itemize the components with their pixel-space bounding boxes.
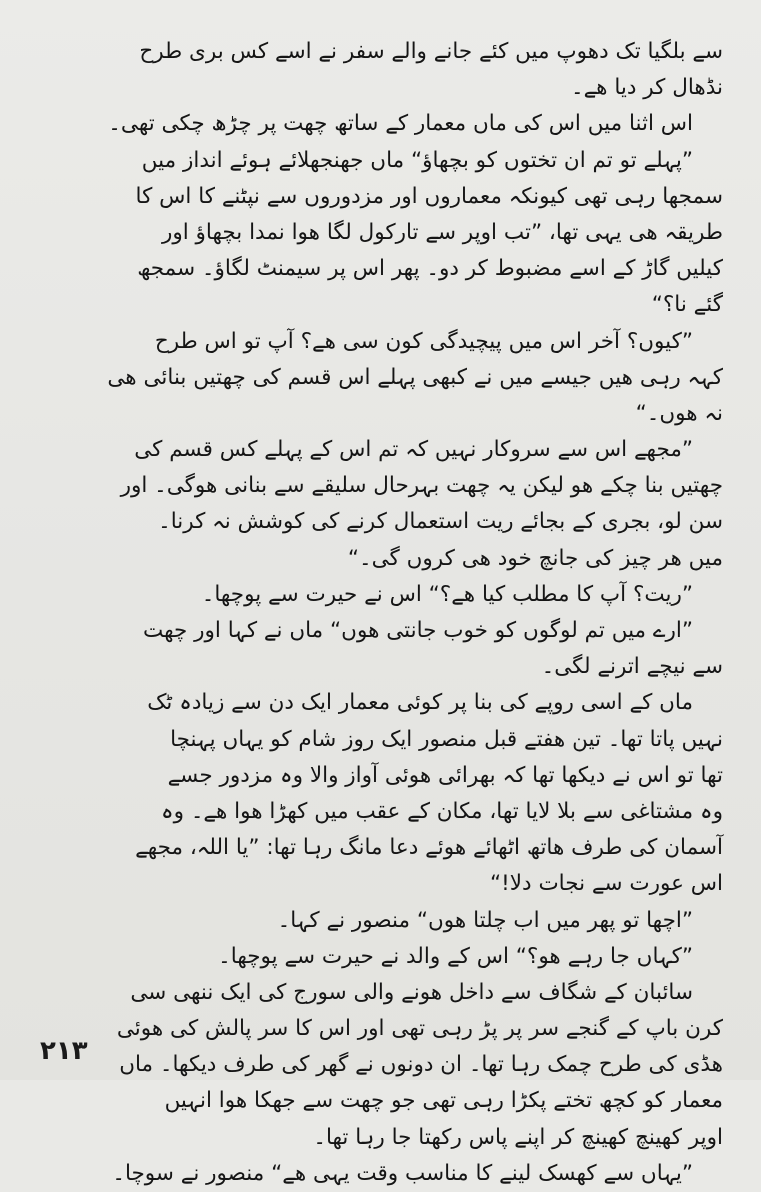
text-line: سن لو، بجری کے بجائے ریت استعمال کرنے کی کوشش نہ کرنا۔ xyxy=(158,509,723,535)
text-line: تھا تو اس نے دیکھا تھا کہ بھرائی ھوئی آواز والا وہ مزدور جسے xyxy=(167,762,723,788)
text-line: گئے نا؟“ xyxy=(651,292,723,318)
text-line: اس عورت سے نجات دلا!“ xyxy=(490,871,723,897)
text-line: ”کیوں؟ آخر اس میں پیچیدگی کون سی ھے؟ آپ تو اس طرح xyxy=(154,328,693,354)
text-line: معمار کو کچھ تختے پکڑا رہی تھی جو چھت سے جھکا ھوا انہیں xyxy=(164,1088,723,1114)
text-line: سے بلگیا تک دھوپ میں کئے جانے والے سفر نے اسے کس بری طرح xyxy=(139,39,723,64)
text-line: ”اچھا تو پھر میں اب چلتا ھوں“ منصور نے کہا۔ xyxy=(277,907,693,933)
text-line: اس اثنا میں اس کی ماں معمار کے ساتھ چھت پر چڑھ چکی تھی۔ xyxy=(108,111,693,137)
text-line: چھتیں بنا چکے ھو لیکن یہ چھت بہرحال سلیقے سے بنانی ھوگی۔ اور xyxy=(120,473,723,499)
text-line: آسمان کی طرف ھاتھ اٹھائے ھوئے دعا مانگ رہا تھا: ”یا اللہ، مجھے xyxy=(135,835,723,861)
text-line: ”ریت؟ آپ کا مطلب کیا ھے؟“ اس نے حیرت سے پوچھا۔ xyxy=(201,581,693,607)
text-line: نڈھال کر دیا ھے۔ xyxy=(570,75,723,101)
text-line: وہ مشتاغی سے بلا لایا تھا، مکان کے عقب میں کھڑا ھوا ھے۔ وہ xyxy=(161,798,723,824)
text-line: ماں کے اسی روپے کی بنا پر کوئی معمار ایک دن سے زیادہ ٹک xyxy=(147,690,693,716)
text-line: کیلیں گاڑ کے اسے مضبوط کر دو۔ پھر اس پر سیمنٹ لگاؤ۔ سمجھ xyxy=(137,256,723,282)
body-text xyxy=(38,34,723,1192)
text-line: اوپر کھینچ کھینچ کر اپنے پاس رکھتا جا رہا تھا۔ xyxy=(313,1124,723,1150)
text-line: نہیں پاتا تھا۔ تین ھفتے قبل منصور ایک روز شام کو یہاں پہنچا xyxy=(170,726,723,752)
text-line: نہ ھوں۔“ xyxy=(635,400,723,426)
text-line: سائبان کے شگاف سے داخل ھونے والی سورج کی ایک ننھی سی xyxy=(130,979,693,1005)
text-line: سے نیچے اترنے لگی۔ xyxy=(541,654,723,680)
text-line: کہہ رہی ھیں جیسے میں نے کبھی پہلے اس قسم کی چھتیں بنائی ھی xyxy=(107,364,723,390)
text-line: میں ھر چیز کی جانچ خود ھی کروں گی۔“ xyxy=(347,545,723,571)
text-line: کرن باپ کے گنجے سر پر پڑ رہی تھی اور اس کا سر پالش کی ھوئی xyxy=(116,1016,723,1042)
text-line: طریقہ ھی یہی تھا، ”تب اوپر سے تارکول لگا ھوا نمدا بچھاؤ اور xyxy=(161,219,723,245)
text-line: ”ارے میں تم لوگوں کو خوب جانتی ھوں“ ماں نے کہا اور چھت xyxy=(142,618,693,643)
text-line: ”پہلے تو تم ان تختوں کو بچھاؤ“ ماں جھنجھلائے ہوئے انداز میں xyxy=(141,147,693,173)
text-line: ”یہاں سے کھسک لینے کا مناسب وقت یہی ھے“ منصور نے سوچا۔ xyxy=(112,1160,693,1186)
text-line: ھڈی کی طرح چمک رہا تھا۔ ان دونوں نے گھر کی طرف دیکھا۔ ماں xyxy=(119,1052,723,1078)
text-line: سمجھا رہی تھی کیونکہ معماروں اور مزدوروں سے نپٹنے کا اس کا xyxy=(135,183,723,209)
text-line: ”کہاں جا رہے ھو؟“ اس کے والد نے حیرت سے پوچھا۔ xyxy=(218,943,693,969)
page-number: ٢١٣ xyxy=(40,1036,88,1066)
text-line: ”مجھے اس سے سروکار نہیں کہ تم اس کے پہلے کس قسم کی xyxy=(134,437,693,463)
